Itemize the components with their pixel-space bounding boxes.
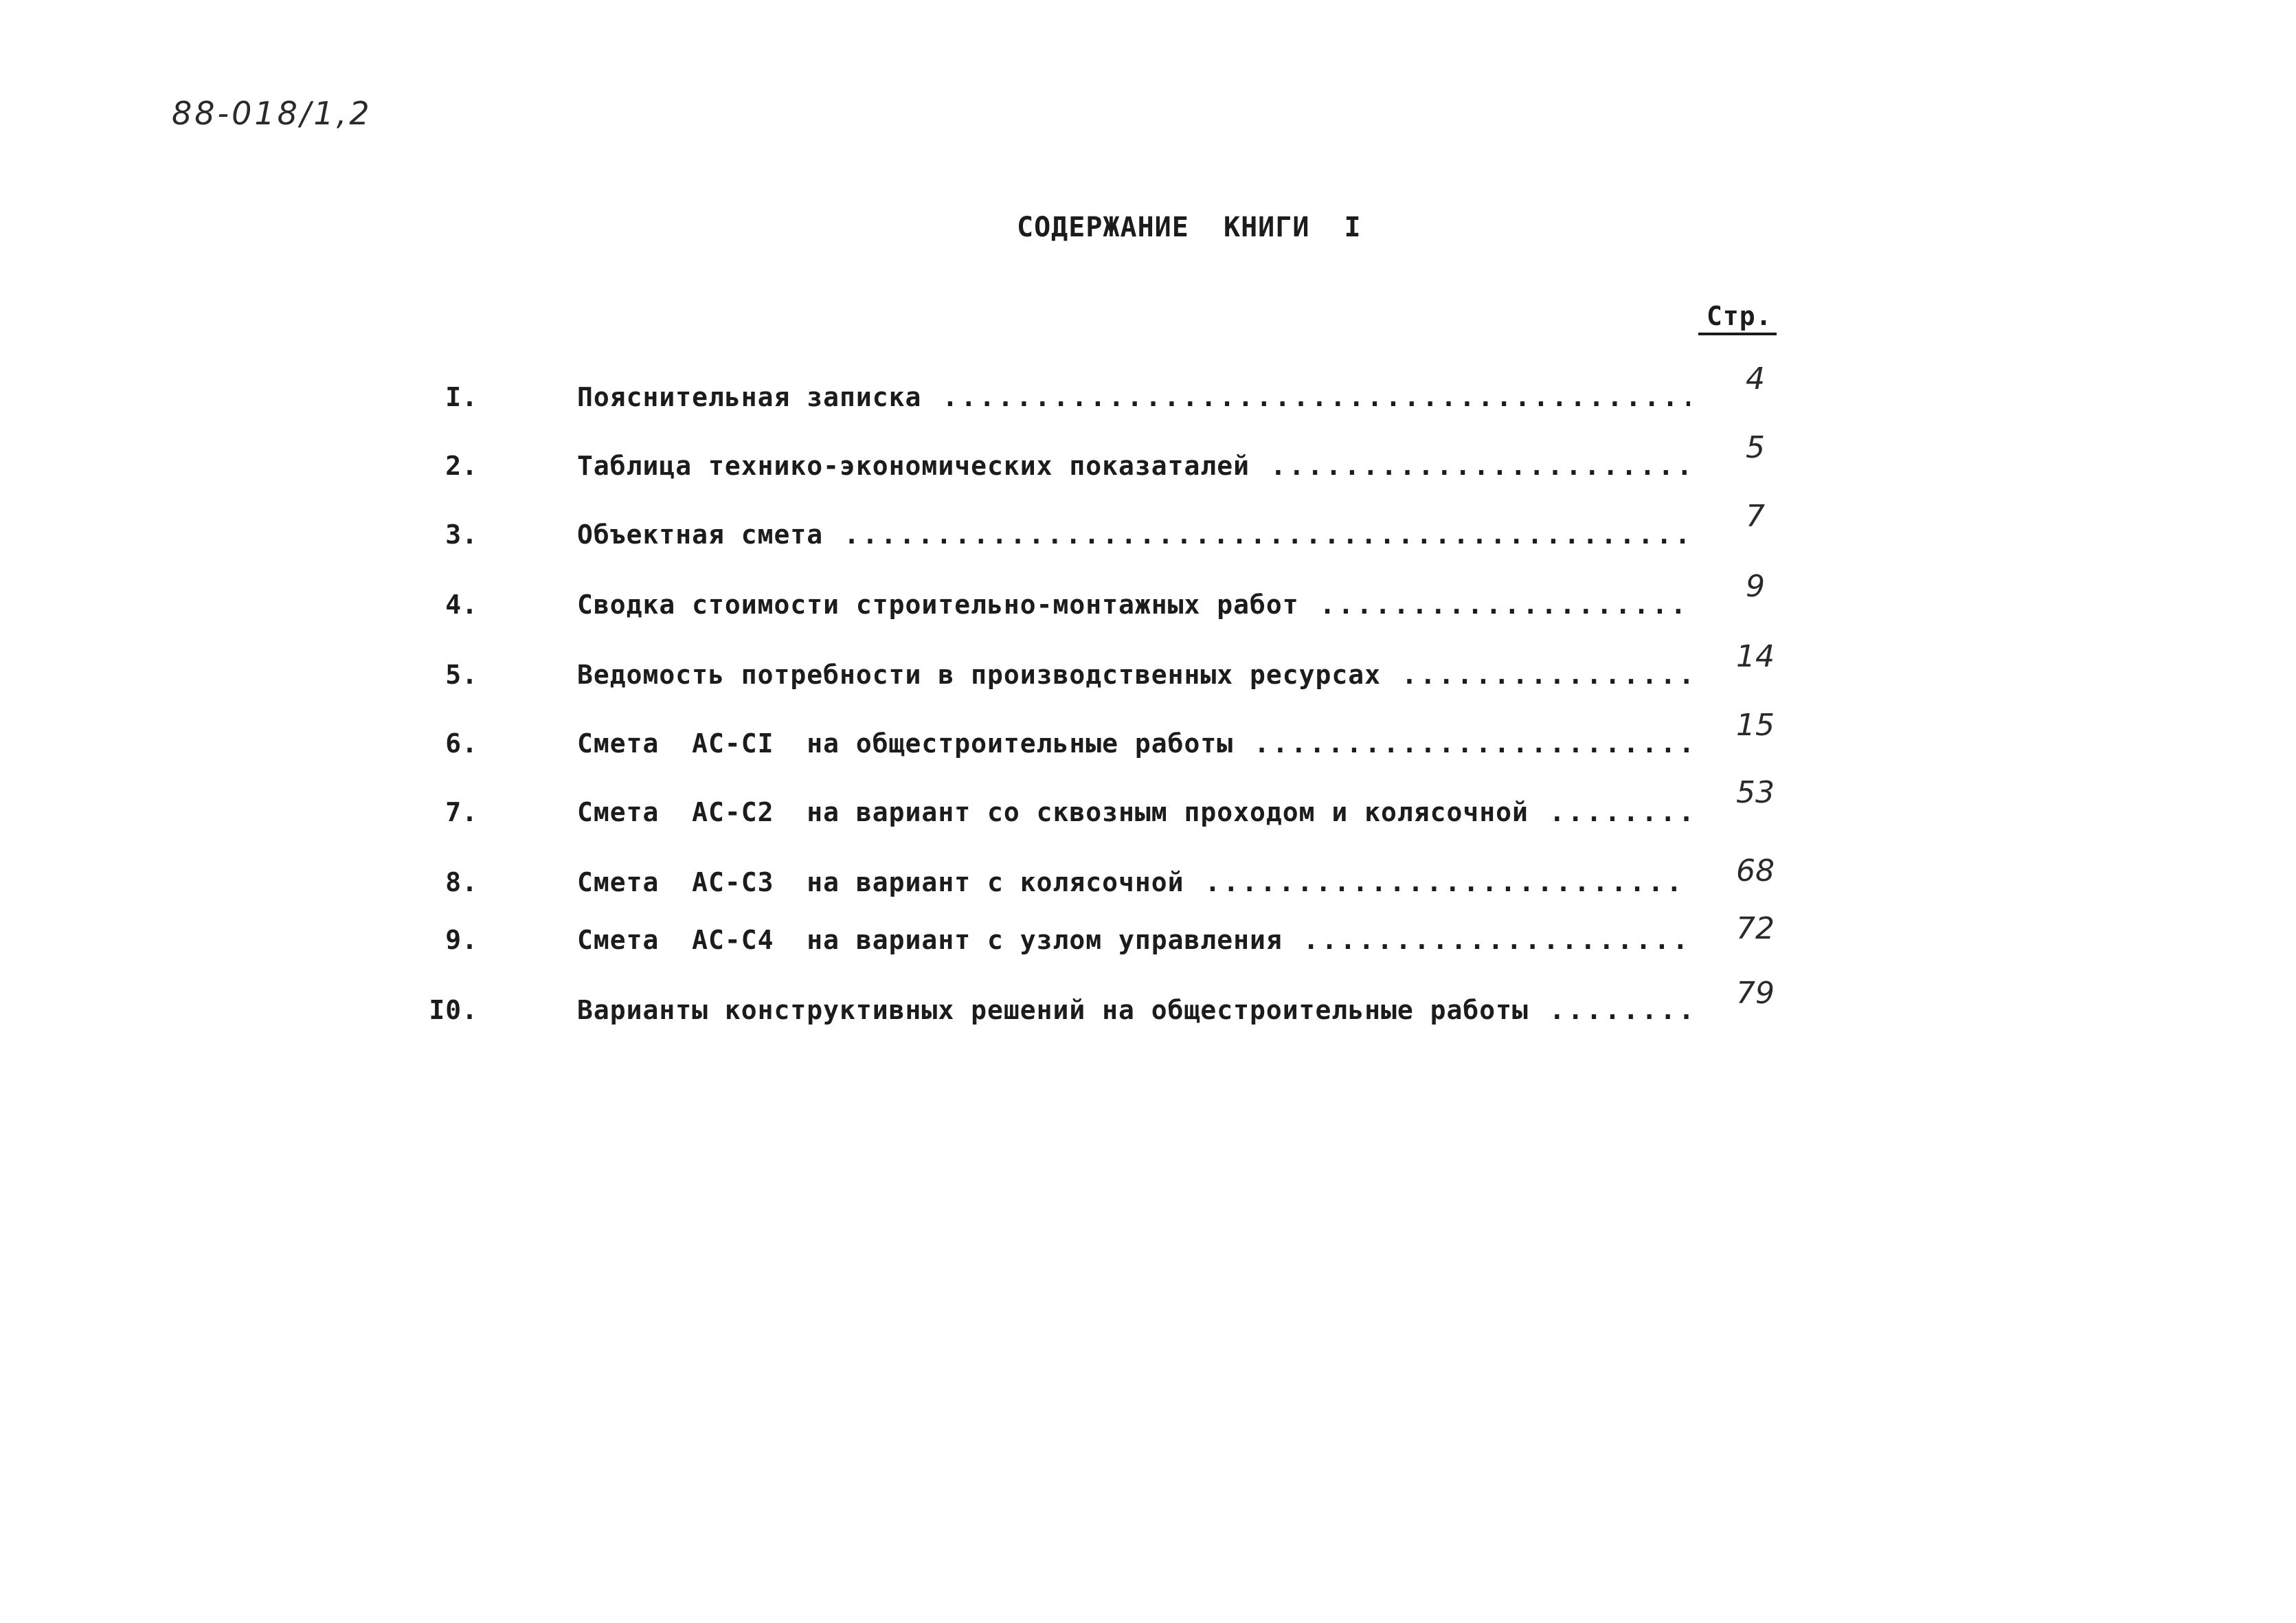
toc-entry-number: 9. <box>445 925 478 955</box>
toc-entry <box>429 995 1669 1036</box>
toc-entry <box>445 519 1669 561</box>
dot-leader <box>1402 660 1690 690</box>
toc-entry-page: 53 <box>1736 775 1775 810</box>
dot-leader <box>1549 797 1690 827</box>
toc-entry <box>445 451 1669 492</box>
toc-entry-page: 7 <box>1746 499 1765 534</box>
toc-entry-title: Объектная смета <box>577 519 824 550</box>
toc-entry-page: 4 <box>1746 361 1765 396</box>
toc-entry-title: Ведомость потребности в производственных ресурсах <box>577 660 1382 690</box>
toc-entry-title: Сводка стоимости строительно-монтажных работ <box>577 590 1299 620</box>
page-title: СОДЕРЖАНИЕ КНИГИ I <box>1017 212 1362 243</box>
dot-leader <box>1303 925 1690 955</box>
toc-entry <box>445 590 1669 631</box>
toc-entry <box>445 660 1669 701</box>
toc-entry-number: I. <box>445 382 478 412</box>
dot-leader <box>1320 590 1690 620</box>
toc-entry-page: 14 <box>1736 639 1775 674</box>
toc-entry <box>445 867 1669 908</box>
toc-entry-title: Пояснительная записка <box>577 382 922 412</box>
toc-entry-number: 2. <box>445 451 478 481</box>
toc-entry-title: Смета АС-С2 на вариант со сквозным проходом и колясочной <box>577 797 1529 827</box>
toc-entry-title: Смета АС-С3 на вариант с колясочной <box>577 867 1184 897</box>
dot-leader <box>942 382 1690 412</box>
toc-entry <box>445 382 1669 423</box>
toc-entry-page: 15 <box>1736 708 1775 743</box>
toc-entry-number: 4. <box>445 590 478 620</box>
toc-entry-page: 72 <box>1736 911 1775 946</box>
toc-entry-page: 79 <box>1736 976 1775 1011</box>
toc-entry-title: Таблица технико-экономических показаталей <box>577 451 1250 481</box>
dot-leader <box>1254 728 1690 759</box>
toc-entry-title: Смета АС-С4 на вариант с узлом управления <box>577 925 1283 955</box>
toc-entry-number: 7. <box>445 797 478 827</box>
document-code: 88-018/1,2 <box>172 95 372 132</box>
dot-leader <box>844 519 1690 550</box>
toc-entry-page: 5 <box>1746 430 1765 465</box>
toc-entry-number: 5. <box>445 660 478 690</box>
toc-entry-title: Смета АС-СI на общестроительные работы <box>577 728 1234 759</box>
toc-entry-number: 6. <box>445 728 478 759</box>
toc-entry <box>445 925 1669 966</box>
dot-leader <box>1549 995 1690 1025</box>
dot-leader <box>1270 451 1690 481</box>
toc-entry-number: 8. <box>445 867 478 897</box>
dot-leader <box>1204 867 1690 897</box>
toc-entry-number: I0. <box>429 995 478 1025</box>
toc-entry-page: 68 <box>1736 853 1775 888</box>
toc-entry <box>445 797 1669 838</box>
toc-entry-title: Варианты конструктивных решений на общестроительные работы <box>577 995 1529 1025</box>
toc-entry-number: 3. <box>445 519 478 550</box>
toc-entry <box>445 728 1669 770</box>
page-column-header: Стр. <box>1698 301 1777 335</box>
toc-entry-page: 9 <box>1746 569 1765 604</box>
